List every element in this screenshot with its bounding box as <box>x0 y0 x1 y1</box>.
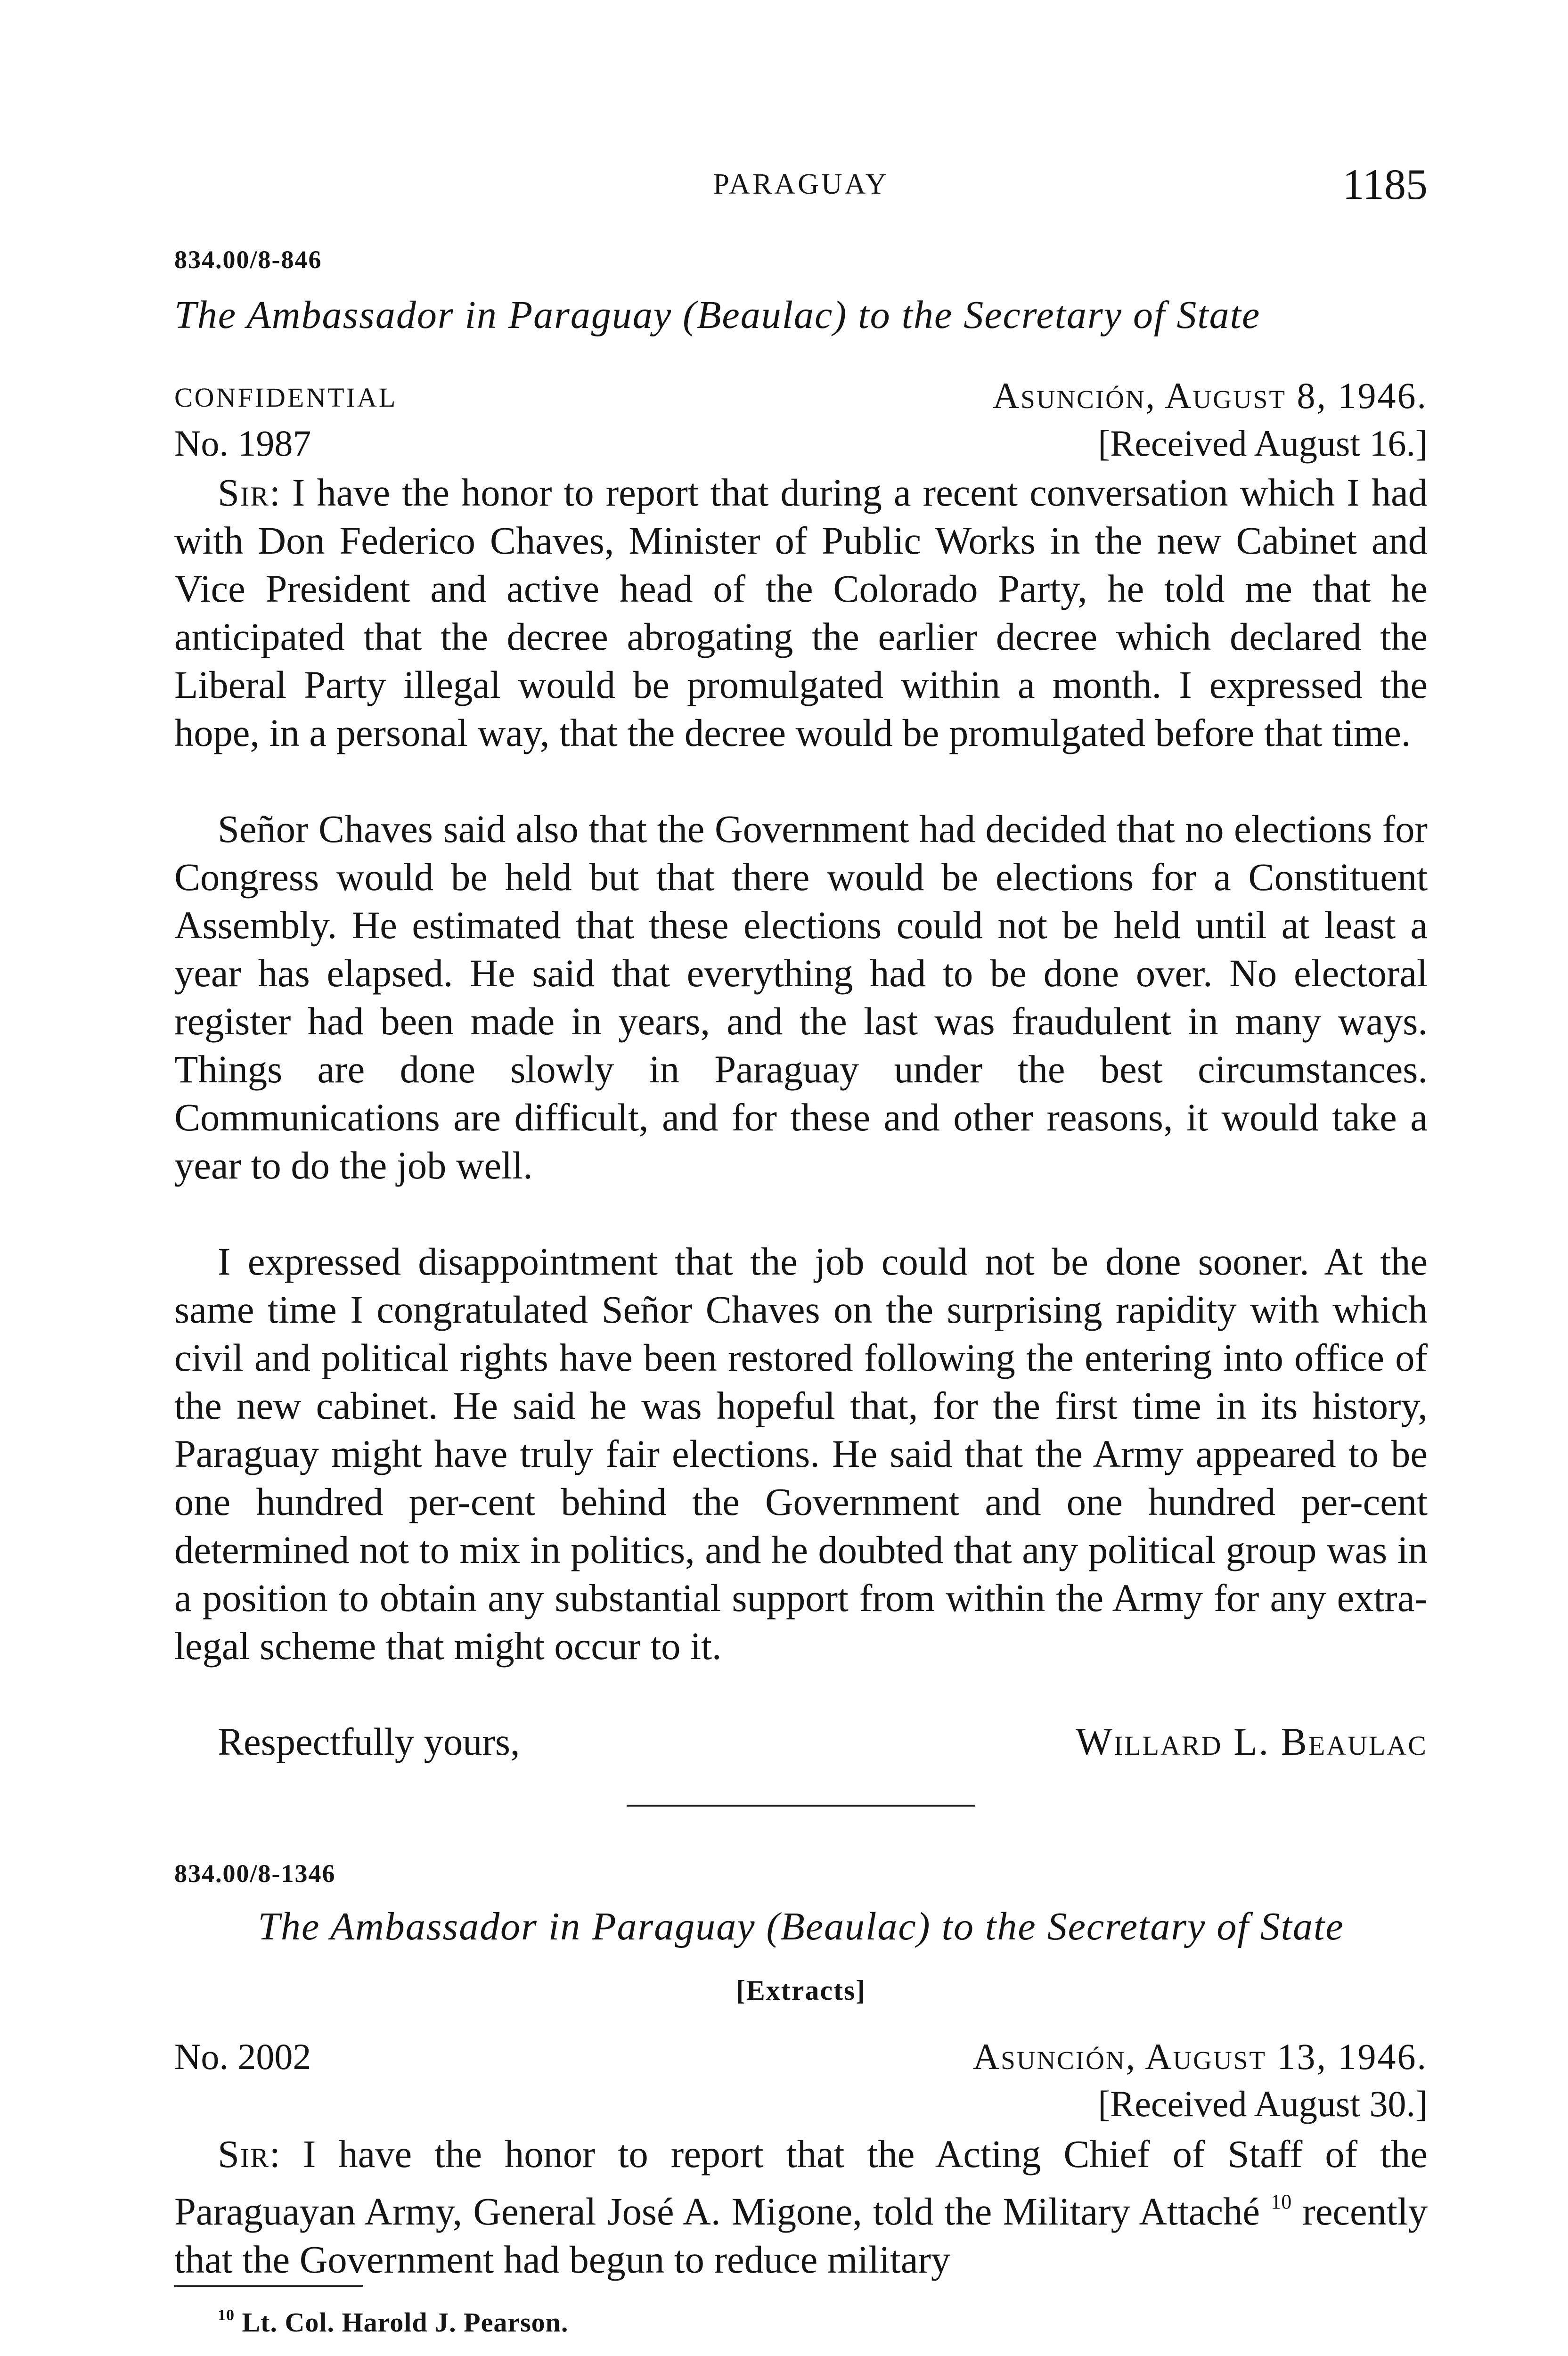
doc1-number: No. 1987 <box>174 423 311 464</box>
doc1-closing-row <box>174 1719 1428 1768</box>
doc2-heading: The Ambassador in Paraguay (Beaulac) to the Secretary of State <box>258 1905 1344 1948</box>
doc1-meta-row-1 <box>174 365 1428 417</box>
footnote-divider <box>174 2285 363 2287</box>
running-head <box>174 159 1428 206</box>
doc2-extracts-label: [Extracts] <box>735 1975 866 2006</box>
doc1-heading: The Ambassador in Paraguay (Beaulac) to the Secretary of State <box>174 293 1261 337</box>
doc2-meta-row-1 <box>174 2026 1428 2078</box>
doc2-meta-row-2 <box>174 2073 1428 2125</box>
doc2-received: [Received August 30.] <box>1098 2083 1428 2124</box>
doc1-place-date: Asunción, August 8, 1946. <box>992 375 1428 416</box>
doc2-paragraph-1-end: recently that the Government had begun to reduce military <box>174 2190 1428 2281</box>
doc1-paragraph-3: I expressed disappointment that the job could not be done sooner. At the same time I congratulated Señor Chaves on the surprising rapidity with which civil and political rights have been restored following the entering into office of the new cabinet. He said he was hopeful that, for the first time in its history, Paraguay might have truly fair elections. He said that the Army appeared to be one hundred per-cent behind the Government and one hundred per-cent determined not to mix in politics, and he doubted that any political group was in a position to obtain any substantial support from within the Army for any extra-legal scheme that might occur to it. <box>174 1240 1428 1668</box>
doc1-salutation: Sir <box>218 471 270 514</box>
doc1-signature: Willard L. Beaulac <box>1076 1720 1428 1763</box>
doc1-closing: Respectfully yours, <box>218 1720 520 1763</box>
footnote <box>218 2307 568 2338</box>
footnote-reference: 10 <box>1271 2190 1292 2213</box>
doc1-received: [Received August 16.] <box>1098 423 1428 464</box>
footnote-marker: 10 <box>218 2307 235 2324</box>
doc1-file-number: 834.00/8-846 <box>174 245 322 274</box>
doc2-salutation: Sir <box>218 2132 270 2176</box>
doc2-number: No. 2002 <box>174 2036 311 2077</box>
footnote-text: Lt. Col. Harold J. Pearson. <box>235 2307 569 2338</box>
document-page <box>174 0 1428 2356</box>
doc1-paragraph-1 <box>174 468 1428 757</box>
doc2-place-date: Asunción, August 13, 1946. <box>972 2036 1428 2077</box>
doc2-paragraph-1-text: : I have the honor to report that the Acting Chief of Staff of the Paraguayan Army, General José A. Migone, told the Military Attaché <box>174 2132 1428 2233</box>
running-title: PARAGUAY <box>713 168 889 200</box>
doc1-paragraph-1-text: : I have the honor to report that during a recent conversation which I had with Don Federico Chaves, Minister of Public Works in the new Cabinet and Vice President and active head of the Colorado Party, he told me that he anticipated that the decree abrogating the earlier decree which declared the Liberal Party illegal would be promulgated within a month. I expressed the hope, in a personal way, that the decree would be promulgated before that time. <box>174 471 1428 754</box>
doc1-classification: CONFIDENTIAL <box>174 382 398 413</box>
section-divider <box>627 1805 975 1807</box>
doc2-paragraph-1 <box>174 2130 1428 2283</box>
doc1-meta-row-2 <box>174 413 1428 465</box>
doc1-paragraph-2: Señor Chaves said also that the Government had decided that no elections for Congress would be held but that there would be elections for a Constituent Assembly. He estimated that these elections could not be held until at least a year has elapsed. He said that everything had to be done over. No electoral register had been made in years, and the last was fraudulent in many ways. Things are done slowly in Paraguay under the best circumstances. Communications are difficult, and for these and other reasons, it would take a year to do the job well. <box>174 807 1428 1187</box>
doc2-file-number: 834.00/8-1346 <box>174 1859 336 1888</box>
page-number: 1185 <box>1342 160 1428 208</box>
